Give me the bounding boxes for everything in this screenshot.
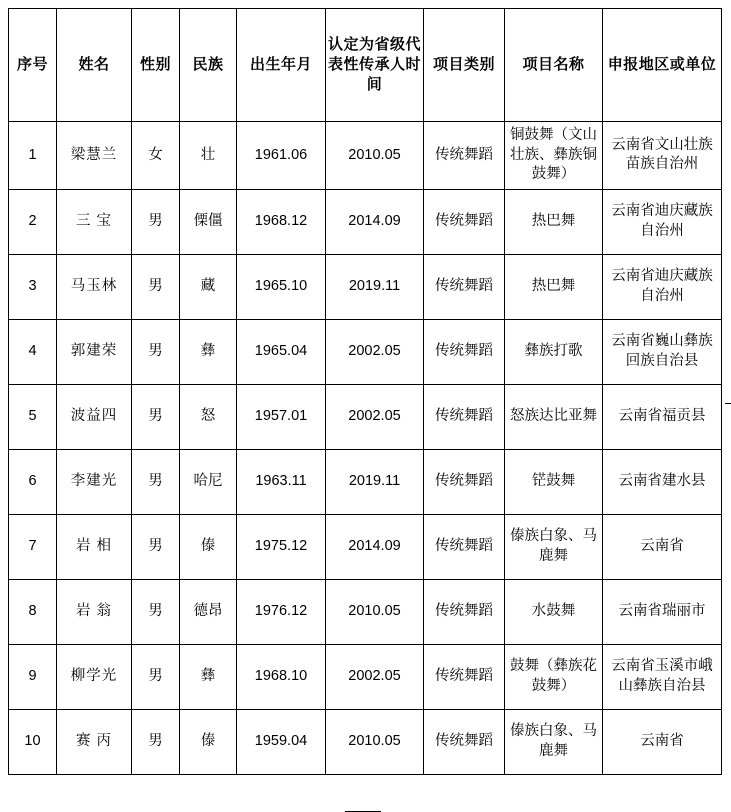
cell-recognized: 2002.05 (326, 644, 424, 709)
table-row (9, 189, 722, 254)
table-row (9, 122, 722, 190)
cell-name: 梁慧兰 (57, 122, 132, 190)
cell-project: 傣族白象、马鹿舞 (505, 709, 603, 774)
cell-birth: 1961.06 (237, 122, 326, 190)
table-row (9, 449, 722, 514)
table-row (9, 644, 722, 709)
cell-category: 传统舞蹈 (424, 384, 505, 449)
cell-ethnicity: 哈尼 (180, 449, 237, 514)
cell-seq: 2 (9, 189, 57, 254)
cell-project: 热巴舞 (505, 189, 603, 254)
cell-ethnicity: 傣 (180, 709, 237, 774)
column-header-ethnicity: 民族 (180, 9, 237, 122)
column-header-seq: 序号 (9, 9, 57, 122)
column-header-name: 姓名 (57, 9, 132, 122)
cell-region: 云南省迪庆藏族自治州 (603, 189, 722, 254)
cell-category: 传统舞蹈 (424, 514, 505, 579)
cell-ethnicity: 彝 (180, 319, 237, 384)
cell-recognized: 2019.11 (326, 254, 424, 319)
column-header-birth: 出生年月 (237, 9, 326, 122)
table-header-row (9, 9, 722, 122)
cell-seq: 7 (9, 514, 57, 579)
cell-region: 云南省 (603, 514, 722, 579)
cell-seq: 3 (9, 254, 57, 319)
cell-recognized: 2014.09 (326, 189, 424, 254)
cell-region: 云南省瑞丽市 (603, 579, 722, 644)
table-row (9, 319, 722, 384)
cell-seq: 8 (9, 579, 57, 644)
cell-project: 怒族达比亚舞 (505, 384, 603, 449)
cell-category: 传统舞蹈 (424, 709, 505, 774)
cell-gender: 男 (132, 384, 180, 449)
column-header-category: 项目类别 (424, 9, 505, 122)
cell-category: 传统舞蹈 (424, 644, 505, 709)
cell-recognized: 2002.05 (326, 384, 424, 449)
cell-seq: 6 (9, 449, 57, 514)
cell-name: 李建光 (57, 449, 132, 514)
column-header-recognized-time: 认定为省级代表性传承人时间 (326, 9, 424, 122)
cell-gender: 男 (132, 254, 180, 319)
cell-recognized: 2010.05 (326, 709, 424, 774)
table-row (9, 254, 722, 319)
cell-birth: 1975.12 (237, 514, 326, 579)
cell-birth: 1965.10 (237, 254, 326, 319)
table-row (9, 579, 722, 644)
cell-ethnicity: 怒 (180, 384, 237, 449)
cell-gender: 男 (132, 449, 180, 514)
cell-gender: 男 (132, 319, 180, 384)
cell-gender: 女 (132, 122, 180, 190)
representative-inheritors-table (8, 8, 722, 775)
cell-ethnicity: 壮 (180, 122, 237, 190)
cell-name: 郭建荣 (57, 319, 132, 384)
cell-seq: 1 (9, 122, 57, 190)
cell-ethnicity: 彝 (180, 644, 237, 709)
cell-category: 传统舞蹈 (424, 319, 505, 384)
cell-name: 马玉林 (57, 254, 132, 319)
cell-project: 铜鼓舞（文山壮族、彝族铜鼓舞） (505, 122, 603, 190)
cell-name: 岩 相 (57, 514, 132, 579)
cell-birth: 1957.01 (237, 384, 326, 449)
cell-seq: 4 (9, 319, 57, 384)
cell-region: 云南省文山壮族苗族自治州 (603, 122, 722, 190)
cell-category: 传统舞蹈 (424, 189, 505, 254)
cell-birth: 1959.04 (237, 709, 326, 774)
cell-gender: 男 (132, 709, 180, 774)
cell-birth: 1965.04 (237, 319, 326, 384)
cell-region: 云南省 (603, 709, 722, 774)
cell-region: 云南省迪庆藏族自治州 (603, 254, 722, 319)
cell-gender: 男 (132, 514, 180, 579)
page-edge-mark (725, 403, 731, 404)
cell-gender: 男 (132, 644, 180, 709)
cell-recognized: 2010.05 (326, 122, 424, 190)
cell-region: 云南省建水县 (603, 449, 722, 514)
cell-birth: 1963.11 (237, 449, 326, 514)
cell-project: 热巴舞 (505, 254, 603, 319)
cell-ethnicity: 藏 (180, 254, 237, 319)
cell-ethnicity: 傣 (180, 514, 237, 579)
cell-category: 传统舞蹈 (424, 254, 505, 319)
table-row (9, 384, 722, 449)
table-row (9, 514, 722, 579)
cell-category: 传统舞蹈 (424, 449, 505, 514)
document-page (0, 8, 731, 812)
cell-recognized: 2002.05 (326, 319, 424, 384)
cell-name: 赛 丙 (57, 709, 132, 774)
cell-region: 云南省玉溪市峨山彝族自治县 (603, 644, 722, 709)
cell-category: 传统舞蹈 (424, 122, 505, 190)
cell-recognized: 2019.11 (326, 449, 424, 514)
cell-region: 云南省福贡县 (603, 384, 722, 449)
cell-name: 岩 翁 (57, 579, 132, 644)
cell-ethnicity: 德昂 (180, 579, 237, 644)
cell-birth: 1976.12 (237, 579, 326, 644)
cell-gender: 男 (132, 579, 180, 644)
cell-ethnicity: 傈僵 (180, 189, 237, 254)
column-header-project-name: 项目名称 (505, 9, 603, 122)
cell-gender: 男 (132, 189, 180, 254)
cell-project: 鼓舞（彝族花鼓舞） (505, 644, 603, 709)
cell-recognized: 2014.09 (326, 514, 424, 579)
cell-category: 传统舞蹈 (424, 579, 505, 644)
cell-project: 彝族打歌 (505, 319, 603, 384)
column-header-region: 申报地区或单位 (603, 9, 722, 122)
cell-name: 三 宝 (57, 189, 132, 254)
cell-recognized: 2010.05 (326, 579, 424, 644)
cell-project: 铓鼓舞 (505, 449, 603, 514)
cell-birth: 1968.10 (237, 644, 326, 709)
cell-seq: 10 (9, 709, 57, 774)
cell-project: 傣族白象、马鹿舞 (505, 514, 603, 579)
cell-seq: 9 (9, 644, 57, 709)
cell-name: 波益四 (57, 384, 132, 449)
table-row (9, 709, 722, 774)
cell-project: 水鼓舞 (505, 579, 603, 644)
cell-seq: 5 (9, 384, 57, 449)
cell-name: 柳学光 (57, 644, 132, 709)
cell-birth: 1968.12 (237, 189, 326, 254)
cell-region: 云南省巍山彝族回族自治县 (603, 319, 722, 384)
column-header-gender: 性别 (132, 9, 180, 122)
